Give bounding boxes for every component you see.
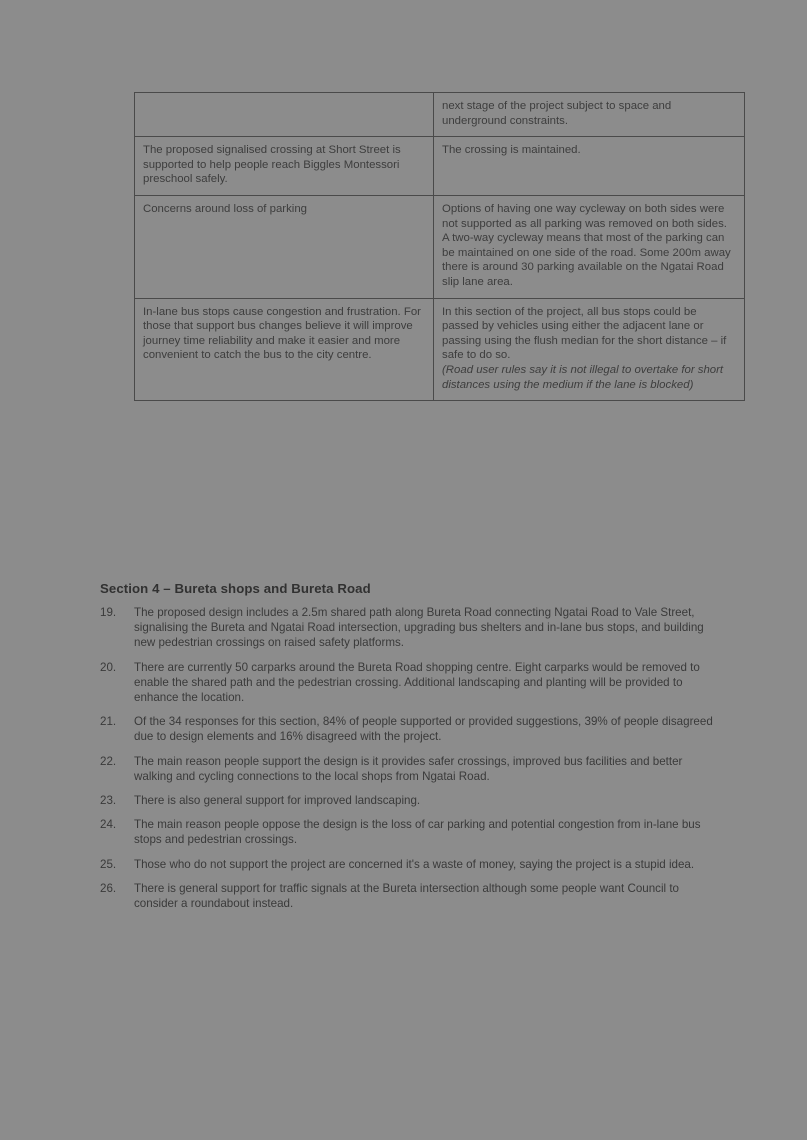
feedback-response-table <box>134 92 745 401</box>
table-cell-feedback <box>135 298 434 401</box>
section-heading: Section 4 – Bureta shops and Bureta Road <box>100 581 371 596</box>
list-item-number: 20. <box>100 660 117 674</box>
feedback-text: The proposed signalised crossing at Short Street is supported to help people reach Biggles Montessori preschool safely. <box>143 144 401 186</box>
list-item-text: The main reason people support the design is it provides safer crossings, improved bus facilities and better walking and cycling connections to the local shops from Ngatai Road. <box>134 754 683 783</box>
response-text: In this section of the project, all bus stops could be passed by vehicles using either the adjacent lane or passing using the flush median for the short distance – if safe to do so. <box>442 305 727 362</box>
list-item <box>100 660 714 706</box>
list-item-number: 24. <box>100 818 117 832</box>
list-item-text: The proposed design includes a 2.5m shared path along Bureta Road connecting Ngatai Road to Vale Street, signalising the Bureta and Ngatai Road intersection, upgrading bus shelters and in-lane bus stops, and building new pedestrian crossings on raised safety platforms. <box>134 606 704 650</box>
list-item <box>100 754 714 784</box>
list-item-text: Those who do not support the project are concerned it's a waste of money, saying the project is a stupid idea. <box>134 857 695 871</box>
table-row <box>135 93 745 137</box>
response-text: next stage of the project subject to space and underground constraints. <box>442 100 672 127</box>
table-cell-response <box>434 93 745 137</box>
table-cell-response <box>434 298 745 401</box>
list-item-text: Of the 34 responses for this section, 84% of people supported or provided suggestions, 39% of people disagreed due to design elements and 16% disagreed with the project. <box>134 715 713 744</box>
table-cell-feedback <box>135 195 434 298</box>
list-item-text: There is also general support for improved landscaping. <box>134 794 421 808</box>
list-item <box>100 857 714 872</box>
list-item <box>100 793 714 808</box>
table-cell-response <box>434 137 745 196</box>
list-item-number: 21. <box>100 715 117 729</box>
list-item-number: 23. <box>100 794 117 808</box>
table-row <box>135 298 745 401</box>
list-item <box>100 817 714 847</box>
response-text: The crossing is maintained. <box>442 144 581 157</box>
list-item <box>100 714 714 744</box>
numbered-paragraph-list <box>100 605 714 920</box>
list-item-number: 19. <box>100 606 117 619</box>
list-item <box>100 605 714 651</box>
list-item <box>100 881 714 911</box>
table-row <box>135 137 745 196</box>
table-row <box>135 195 745 298</box>
table-cell-feedback <box>135 137 434 196</box>
list-item-text: The main reason people oppose the design is the loss of car parking and potential congestion from in-lane bus stops and pedestrian crossings. <box>134 818 701 847</box>
response-italic-note: (Road user rules say it is not illegal to overtake for short distances using the medium if the lane is blocked) <box>442 363 724 391</box>
table-cell-feedback <box>135 93 434 137</box>
list-item-text: There is general support for traffic signals at the Bureta intersection although some people want Council to consider a roundabout instead. <box>134 881 680 911</box>
feedback-text: Concerns around loss of parking <box>143 202 307 215</box>
list-item-number: 26. <box>100 881 117 895</box>
table-cell-response <box>434 195 745 298</box>
list-item-number: 22. <box>100 754 117 768</box>
list-item-number: 25. <box>100 857 117 871</box>
list-item-text: There are currently 50 carparks around the Bureta Road shopping centre. Eight carparks would be removed to enable the shared path and the pedestrian crossing. Additional landscaping and planting will be provided to enhance the location. <box>134 660 700 705</box>
feedback-text: In-lane bus stops cause congestion and frustration. For those that support bus changes believe it will improve journey time reliability and make it easier and more convenient to catch the bus to the city centre. <box>143 305 421 362</box>
feedback-text <box>143 99 425 109</box>
response-text: Options of having one way cycleway on both sides were not supported as all parking was removed on both sides. A two-way cycleway means that most of the parking can be maintained on one side of the road. Some 200m away there is around 30 parking available on the Ngatai Road slip lane area. <box>442 202 731 288</box>
